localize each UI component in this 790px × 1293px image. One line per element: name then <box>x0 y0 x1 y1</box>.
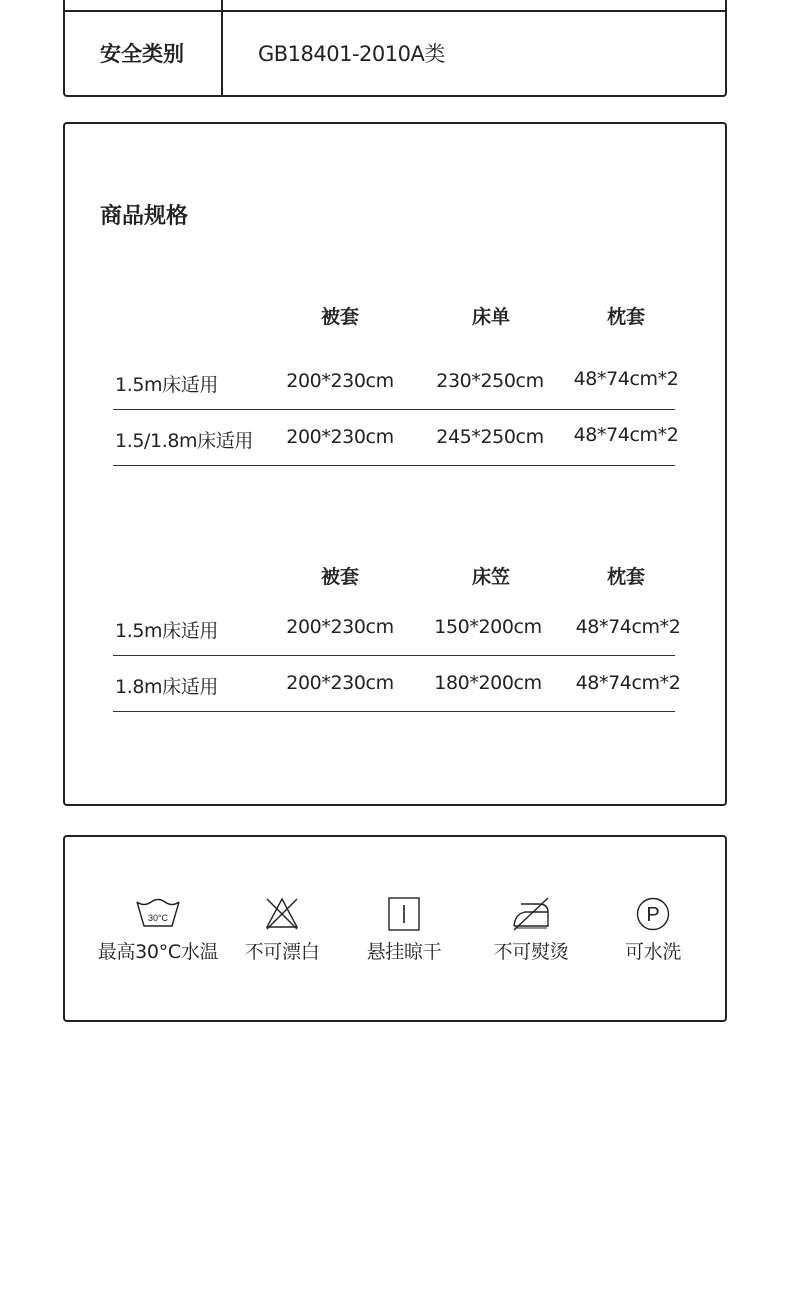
no-iron-icon <box>466 895 596 933</box>
spec-table <box>113 562 681 712</box>
table-cell: 200*230cm <box>286 370 394 392</box>
table-cell: 48*74cm*2 <box>575 616 681 638</box>
table-cell: 180*200cm <box>434 672 542 694</box>
table-cell: 245*250cm <box>436 426 544 448</box>
hang-dry-icon <box>339 895 469 933</box>
divider <box>65 10 725 12</box>
table-cell: 1.8m床适用 <box>115 676 218 698</box>
table-row <box>113 410 679 466</box>
wash-30-icon-text: 30°C <box>147 913 169 923</box>
wash-30-icon <box>93 895 223 933</box>
table-cell: 1.5m床适用 <box>115 620 218 642</box>
safety-category-box <box>63 0 727 97</box>
column-header: 枕套 <box>606 306 646 328</box>
column-header: 床单 <box>471 306 511 328</box>
safety-category-label: 安全类别 <box>100 42 184 66</box>
table-cell: 1.5/1.8m床适用 <box>115 430 253 452</box>
divider <box>221 0 223 95</box>
care-item <box>339 895 469 964</box>
table-cell: 48*74cm*2 <box>573 368 679 390</box>
care-item <box>588 895 718 964</box>
care-label: 悬挂晾干 <box>366 941 442 963</box>
table-cell: 48*74cm*2 <box>575 672 681 694</box>
table-row <box>113 600 681 656</box>
table-cell: 1.5m床适用 <box>115 374 218 396</box>
dry-clean-p-icon-text: P <box>646 904 660 926</box>
table-cell: 200*230cm <box>286 672 394 694</box>
table-cell: 200*230cm <box>286 426 394 448</box>
column-header: 床笠 <box>471 566 511 588</box>
column-header: 枕套 <box>606 566 646 588</box>
spec-table-header <box>113 562 675 600</box>
product-spec-box <box>63 122 727 806</box>
spec-table-header <box>113 302 675 340</box>
care-label: 不可漂白 <box>244 941 320 963</box>
table-row <box>113 656 681 712</box>
dry-clean-p-icon <box>588 895 718 933</box>
column-header: 被套 <box>320 306 360 328</box>
table-cell: 230*250cm <box>436 370 544 392</box>
care-item <box>466 895 596 964</box>
table-cell: 200*230cm <box>286 616 394 638</box>
no-bleach-icon <box>217 895 347 933</box>
safety-category-value: GB18401-2010A类 <box>258 42 445 66</box>
care-instructions-box <box>63 835 727 1022</box>
spec-title: 商品规格 <box>100 204 189 229</box>
care-label: 不可熨烫 <box>493 941 569 963</box>
table-row <box>113 354 679 410</box>
care-label: 最高30°C水温 <box>97 941 219 963</box>
table-cell: 150*200cm <box>434 616 542 638</box>
care-item <box>93 895 223 964</box>
spec-table <box>113 302 679 466</box>
care-item <box>217 895 347 964</box>
column-header: 被套 <box>320 566 360 588</box>
care-label: 可水洗 <box>624 941 682 963</box>
table-cell: 48*74cm*2 <box>573 424 679 446</box>
